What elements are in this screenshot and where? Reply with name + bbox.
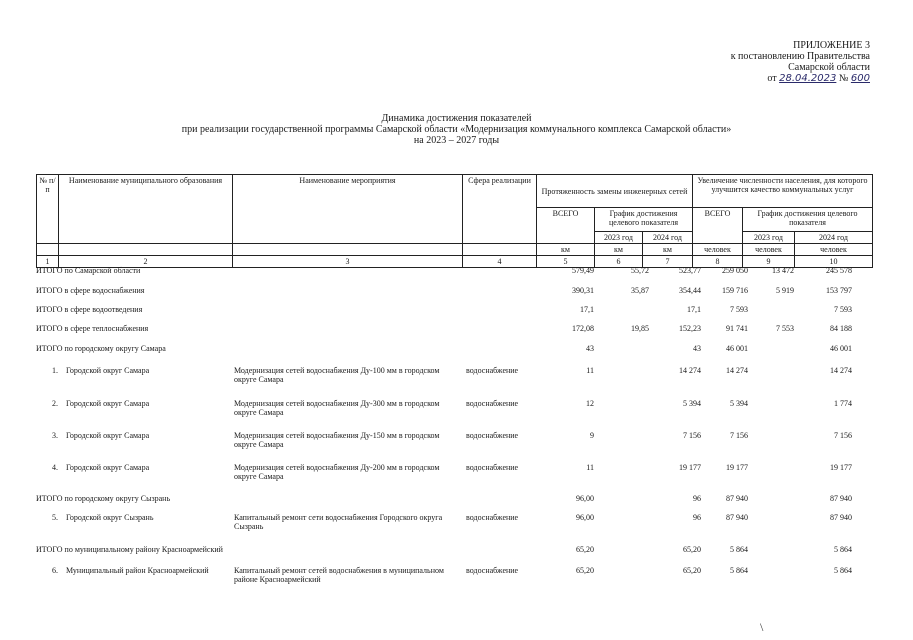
population-total-cell: 259 050 [722, 266, 748, 275]
col-sphere-header: Сфера реализации [463, 175, 537, 244]
document-heading [0, 113, 913, 146]
total-label: ИТОГО по муниципальному району Красноармейский [36, 545, 223, 554]
population-group-header: Увеличение численности населения, для которого улучшится качество коммунальных услуг [693, 175, 873, 208]
col-number: 5 [537, 256, 595, 268]
population-total-cell: 7 156 [730, 431, 748, 440]
number-prefix: № [838, 73, 849, 84]
population-2024-cell: 5 864 [834, 545, 852, 554]
total-label: ИТОГО по городскому округу Самара [36, 344, 166, 353]
row-number: 5. [52, 513, 58, 522]
sphere-cell: водоснабжение [466, 431, 519, 440]
sphere-cell: водоснабжение [466, 566, 519, 575]
municipality-cell: Городской округ Самара [66, 431, 150, 440]
population-total-cell: 87 940 [726, 513, 748, 522]
length-2024-cell: 65,20 [683, 545, 701, 554]
length-total-cell: 579,49 [572, 266, 594, 275]
population-2024-cell: 7 156 [834, 431, 852, 440]
population-2024-cell: 1 774 [834, 399, 852, 408]
municipality-cell: Городской округ Самара [66, 463, 150, 472]
col-number: 1 [37, 256, 59, 268]
length-2023-cell: 35,87 [631, 286, 649, 295]
unit-km-7: км [643, 244, 693, 256]
municipality-cell: Городской округ Сызрань [66, 513, 154, 522]
total-label: ИТОГО по Самарской области [36, 266, 141, 275]
total-label: ИТОГО по городскому округу Сызрань [36, 494, 171, 503]
total-row [36, 494, 872, 506]
total-row [36, 545, 872, 557]
handwritten-date: 28.04.2023 [779, 73, 837, 84]
population-2023-cell: 13 472 [772, 266, 794, 275]
event-cell: Модернизация сетей водоснабжения Ду-200 мм в городском округе Самара [234, 463, 440, 481]
population-2024-cell: 87 940 [830, 513, 852, 522]
length-total-cell: 172,08 [572, 324, 594, 333]
population-2024-cell: 14 274 [830, 366, 852, 375]
table-row [36, 463, 872, 487]
event-cell: Капитальный ремонт сетей водоснабжения в муниципальном районе Красноармейский [234, 566, 444, 584]
length-total-cell: 43 [586, 344, 594, 353]
heading-line-3: на 2023 – 2027 годы [413, 135, 500, 146]
appendix-date-line [690, 73, 870, 84]
length-total-cell: 11 [586, 463, 594, 472]
population-total-header: ВСЕГО [693, 208, 743, 244]
length-2024-cell: 65,20 [683, 566, 701, 575]
length-2024-cell: 523,77 [679, 266, 701, 275]
unit-people-10: человек [795, 244, 873, 256]
length-2024-cell: 17,1 [687, 305, 701, 314]
population-total-cell: 19 177 [726, 463, 748, 472]
col-number: 7 [643, 256, 693, 268]
population-2024-cell: 153 797 [826, 286, 852, 295]
population-total-cell: 87 940 [726, 494, 748, 503]
length-total-cell: 11 [586, 366, 594, 375]
length-total-header: ВСЕГО [537, 208, 595, 244]
population-2024-cell: 7 593 [834, 305, 852, 314]
appendix-line-1: к постановлению Правительства [730, 51, 870, 62]
length-2023-header: 2023 год [595, 232, 643, 244]
population-2024-cell: 5 864 [834, 566, 852, 575]
length-total-cell: 390,31 [572, 286, 594, 295]
col-number: 9 [743, 256, 795, 268]
population-2024-cell: 84 188 [830, 324, 852, 333]
sphere-cell: водоснабжение [466, 366, 519, 375]
population-2023-cell: 5 919 [776, 286, 794, 295]
length-2024-cell: 96 [693, 494, 701, 503]
population-total-cell: 5 864 [730, 545, 748, 554]
pen-mark: \ [760, 620, 764, 634]
handwritten-number: 600 [850, 73, 870, 84]
date-prefix: от [767, 73, 777, 84]
population-total-cell: 5 864 [730, 566, 748, 575]
appendix-title: ПРИЛОЖЕНИЕ 3 [793, 40, 870, 51]
row-number: 4. [52, 463, 58, 472]
total-row [36, 286, 872, 298]
event-cell: Модернизация сетей водоснабжения Ду-150 мм в городском округе Самара [234, 431, 440, 449]
total-row [36, 266, 872, 278]
length-2023-cell: 19,85 [631, 324, 649, 333]
length-schedule-header: График достижения целевого показателя [595, 208, 693, 232]
unit-km-5: км [537, 244, 595, 256]
length-2024-cell: 152,23 [679, 324, 701, 333]
total-label: ИТОГО в сфере водоснабжения [36, 286, 145, 295]
length-group-header: Протяженность замены инженерных сетей [537, 175, 693, 208]
length-2023-cell: 55,72 [631, 266, 649, 275]
table-row [36, 513, 872, 537]
sphere-cell: водоснабжение [466, 463, 519, 472]
length-2024-header: 2024 год [643, 232, 693, 244]
event-cell: Модернизация сетей водоснабжения Ду-300 мм в городском округе Самара [234, 399, 440, 417]
col-number: 2 [59, 256, 233, 268]
row-number: 1. [52, 366, 58, 375]
col-number: 6 [595, 256, 643, 268]
population-2024-header: 2024 год [795, 232, 873, 244]
unit-km-6: км [595, 244, 643, 256]
length-total-cell: 96,00 [576, 494, 594, 503]
population-2024-cell: 19 177 [830, 463, 852, 472]
length-total-cell: 65,20 [576, 545, 594, 554]
col-number: 4 [463, 256, 537, 268]
length-total-cell: 12 [586, 399, 594, 408]
population-total-cell: 91 741 [726, 324, 748, 333]
table-row [36, 366, 872, 390]
heading-line-1: Динамика достижения показателей [381, 113, 532, 124]
length-2024-cell: 354,44 [679, 286, 701, 295]
total-row [36, 344, 872, 356]
length-2024-cell: 43 [693, 344, 701, 353]
indicators-table-header [36, 174, 873, 268]
table-row [36, 566, 872, 590]
municipality-cell: Городской округ Самара [66, 399, 150, 408]
municipality-cell: Муниципальный район Красноармейский [66, 566, 209, 575]
sphere-cell: водоснабжение [466, 513, 519, 522]
length-total-cell: 17,1 [580, 305, 594, 314]
population-2024-cell: 46 001 [830, 344, 852, 353]
length-total-cell: 65,20 [576, 566, 594, 575]
population-2023-cell: 7 553 [776, 324, 794, 333]
row-number: 2. [52, 399, 58, 408]
length-total-cell: 96,00 [576, 513, 594, 522]
appendix-block [690, 40, 870, 84]
length-2024-cell: 5 394 [683, 399, 701, 408]
total-row [36, 305, 872, 317]
table-row [36, 431, 872, 455]
length-2024-cell: 14 274 [679, 366, 701, 375]
population-2023-header: 2023 год [743, 232, 795, 244]
population-total-cell: 159 716 [722, 286, 748, 295]
population-schedule-header: График достижения целевого показателя [743, 208, 873, 232]
unit-people-9: человек [743, 244, 795, 256]
population-2024-cell: 245 578 [826, 266, 852, 275]
col-number: 8 [693, 256, 743, 268]
total-row [36, 324, 872, 336]
event-cell: Капитальный ремонт сети водоснабжения Городского округа Сызрань [234, 513, 443, 531]
heading-line-2: при реализации государственной программы Самарской области «Модернизация коммунального комплекса Самарской области» [181, 124, 732, 135]
unit-people-8: человек [693, 244, 743, 256]
population-total-cell: 46 001 [726, 344, 748, 353]
col-municipality-header: Наименование муниципального образования [59, 175, 233, 244]
col-number: 3 [233, 256, 463, 268]
total-label: ИТОГО в сфере водоотведения [36, 305, 143, 314]
total-label: ИТОГО в сфере теплоснабжения [36, 324, 149, 333]
sphere-cell: водоснабжение [466, 399, 519, 408]
population-total-cell: 5 394 [730, 399, 748, 408]
length-total-cell: 9 [590, 431, 594, 440]
length-2024-cell: 7 156 [683, 431, 701, 440]
population-2024-cell: 87 940 [830, 494, 852, 503]
table-row [36, 399, 872, 423]
appendix-line-2: Самарской области [788, 62, 870, 73]
population-total-cell: 14 274 [726, 366, 748, 375]
population-total-cell: 7 593 [730, 305, 748, 314]
length-2024-cell: 19 177 [679, 463, 701, 472]
row-number: 6. [52, 566, 58, 575]
event-cell: Модернизация сетей водоснабжения Ду-100 мм в городском округе Самара [234, 366, 440, 384]
col-event-header: Наименование мероприятия [233, 175, 463, 244]
length-2024-cell: 96 [693, 513, 701, 522]
row-number: 3. [52, 431, 58, 440]
col-number: 10 [795, 256, 873, 268]
col-num-header: № п/п [37, 175, 59, 244]
municipality-cell: Городской округ Самара [66, 366, 150, 375]
